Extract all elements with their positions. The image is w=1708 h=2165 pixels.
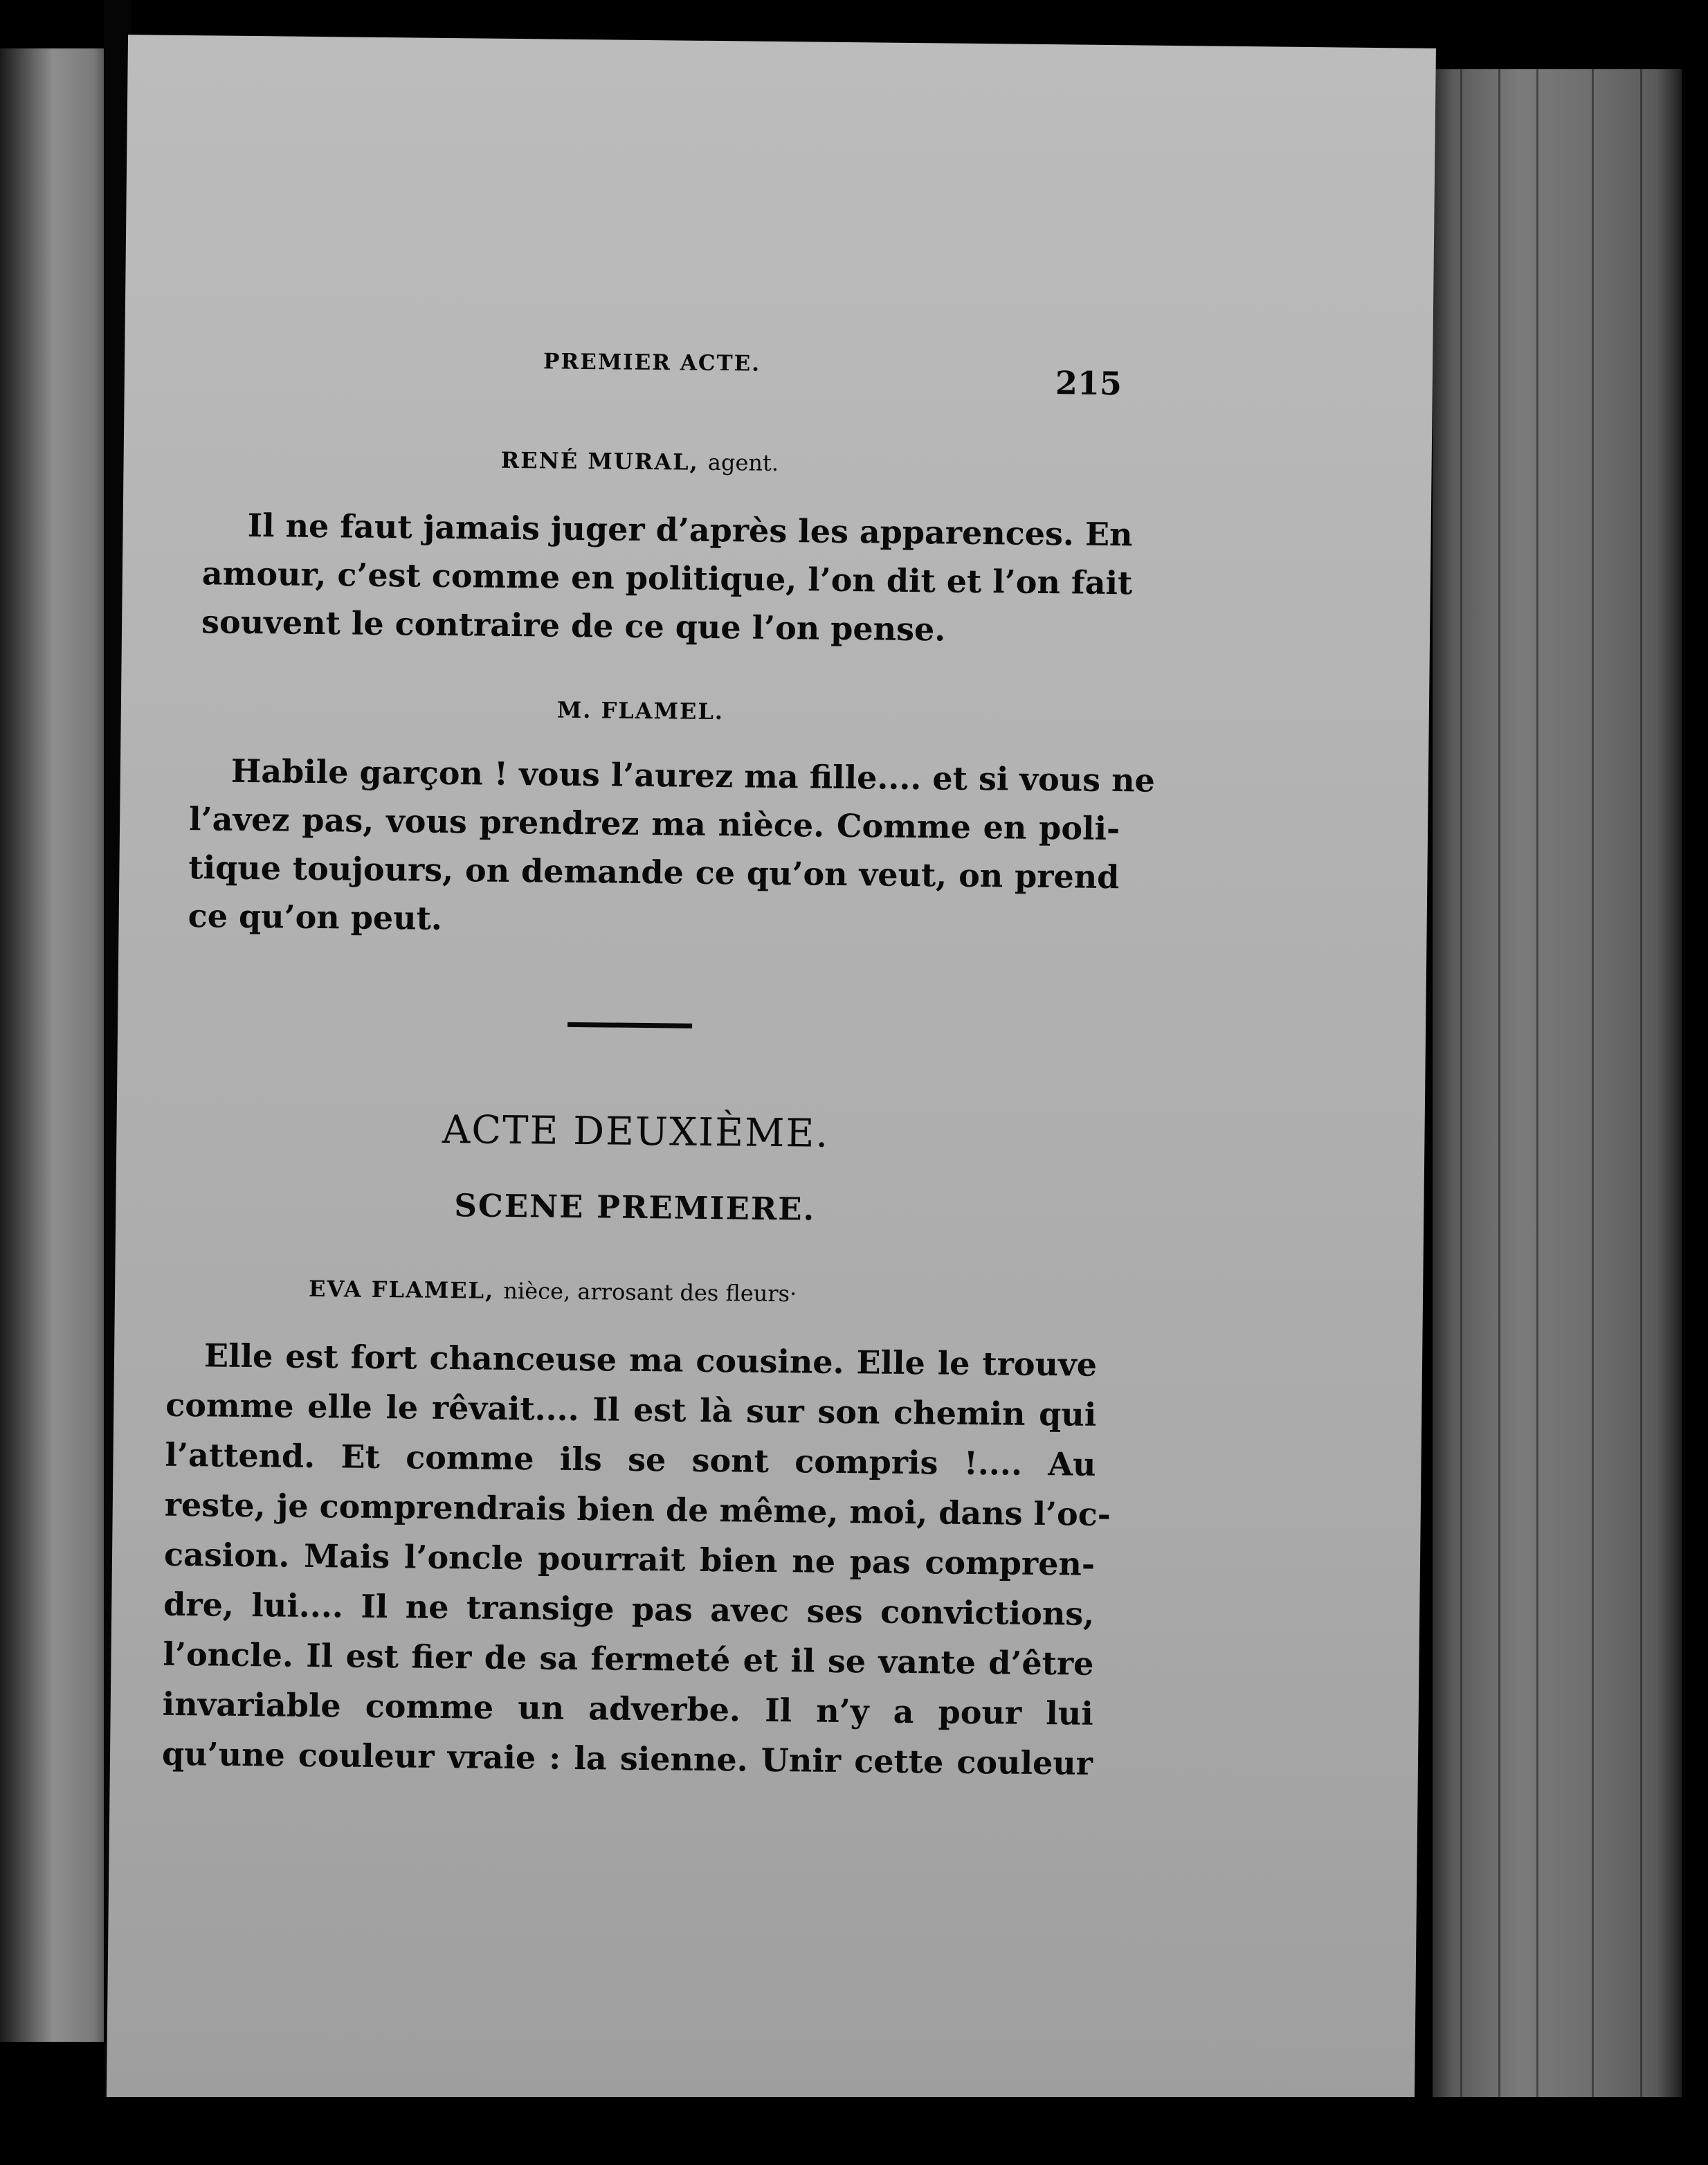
text-line: souvent le contraire de ce que l’on pense. xyxy=(201,603,946,649)
text-line: Il ne faut jamais juger d’après les apparences. En xyxy=(247,506,1133,554)
text-line: ce qu’on peut. xyxy=(188,897,443,937)
running-head: PREMIER ACTE. xyxy=(543,349,761,377)
text-line: reste, je comprendrais bien de même, moi, dans l’oc- xyxy=(164,1485,1111,1534)
text-line: Elle est fort chanceuse ma cousine. Elle le trouve xyxy=(203,1337,1098,1384)
book-page xyxy=(107,35,1436,2118)
edge-line xyxy=(1592,69,1594,2132)
text-line: l’oncle. Il est fier de sa fermeté et il se vante d’être xyxy=(163,1635,1094,1683)
act-title: ACTE DEUXIÈME. xyxy=(442,1107,830,1157)
text-line: amour, c’est comme en politique, l’on dit et l’on fait xyxy=(201,554,1133,602)
edge-line xyxy=(1640,69,1642,2132)
section-rule xyxy=(567,1022,692,1029)
speaker-name: RENÉ MURAL, xyxy=(500,446,699,475)
page-number: 215 xyxy=(1055,364,1123,403)
text-line: qu’une couleur vraie : la sienne. Unir cette couleur xyxy=(161,1734,1093,1782)
speaker-role: nièce, arrosant des fleurs· xyxy=(503,1277,797,1307)
speaker-role: agent. xyxy=(707,449,779,476)
edge-line xyxy=(1460,69,1462,2132)
speaker-name: M. FLAMEL. xyxy=(556,696,725,725)
speaker-heading xyxy=(557,697,725,725)
text-line: tique toujours, on demande ce qu’on veut, on prend xyxy=(188,849,1120,896)
edge-line xyxy=(1498,69,1500,2132)
speaker-name: EVA FLAMEL, xyxy=(308,1275,495,1304)
text-line: l’avez pas, vous prendrez ma nièce. Comme en poli- xyxy=(188,800,1120,848)
book-page-block xyxy=(1433,69,1682,2132)
scan-border xyxy=(0,2097,1708,2165)
speaker-heading xyxy=(500,447,779,476)
text-line: comme elle le rêvait.... Il est là sur son chemin qui xyxy=(165,1386,1097,1433)
text-line: casion. Mais l’oncle pourrait bien ne pas compren- xyxy=(163,1535,1096,1583)
speaker-heading xyxy=(309,1276,797,1307)
facing-page-edge xyxy=(0,48,118,2042)
text-line: l’attend. Et comme ils se sont compris !.... Au xyxy=(165,1435,1096,1483)
text-line: invariable comme un adverbe. Il n’y a pour lui xyxy=(162,1685,1094,1732)
text-line: dre, lui.... Il ne transige pas avec ses convictions, xyxy=(163,1585,1095,1633)
edge-line xyxy=(1536,69,1538,2132)
scene-title: SCENE PREMIERE. xyxy=(454,1187,816,1228)
text-line: Habile garçon ! vous l’aurez ma fille.... et si vous ne xyxy=(230,752,1156,799)
